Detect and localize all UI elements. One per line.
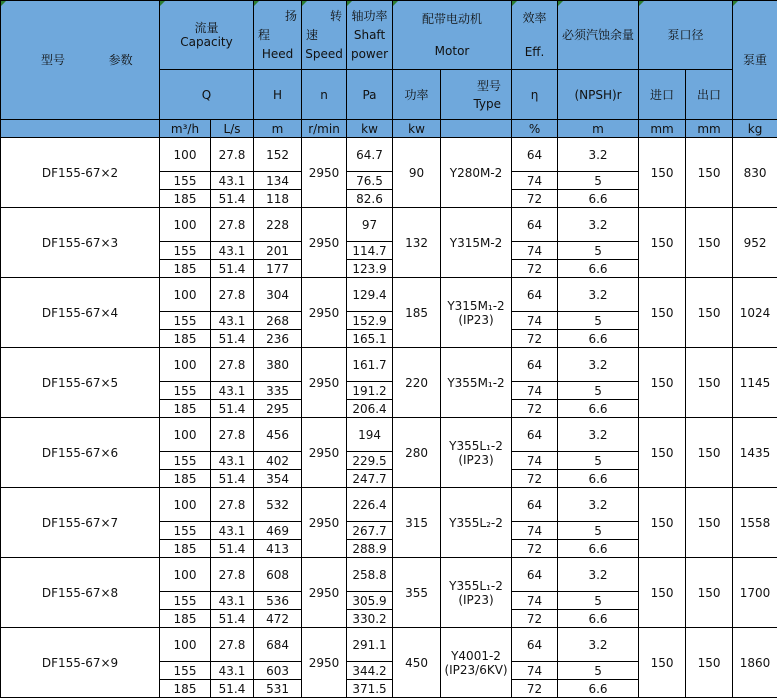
head-m: 380 [254, 348, 302, 382]
motor-kw: 220 [393, 348, 441, 418]
shaft-power: 152.9 [347, 312, 393, 330]
pump-model: DF155-67×2 [1, 138, 160, 208]
outlet-mm: 150 [686, 628, 733, 698]
npsh: 6.6 [558, 190, 639, 208]
head-m: 603 [254, 662, 302, 680]
flow-ls: 43.1 [211, 382, 254, 400]
npsh: 3.2 [558, 348, 639, 382]
flow-m3h: 100 [160, 558, 211, 592]
weight-header [733, 1, 777, 120]
outlet-label: 出口 [686, 70, 733, 120]
head-m: 152 [254, 138, 302, 172]
flow-m3h: 185 [160, 330, 211, 348]
pump-model: DF155-67×6 [1, 418, 160, 488]
head-m: 335 [254, 382, 302, 400]
flow-ls: 43.1 [211, 172, 254, 190]
motor-cn: 配带电动机 [393, 3, 511, 35]
head-m: 469 [254, 522, 302, 540]
npsh: 6.6 [558, 400, 639, 418]
weight-kg: 830 [733, 138, 777, 208]
table-row [1, 138, 777, 172]
pump-model: DF155-67×3 [1, 208, 160, 278]
shaft-power: 258.8 [347, 558, 393, 592]
efficiency: 64 [512, 628, 558, 662]
flow-en: Capacity [160, 35, 253, 49]
weight-kg: 1860 [733, 628, 777, 698]
flow-ls: 43.1 [211, 662, 254, 680]
unit-rmin: r/min [302, 120, 347, 138]
outlet-mm: 150 [686, 488, 733, 558]
flow-m3h: 100 [160, 488, 211, 522]
head-m: 402 [254, 452, 302, 470]
flow-m3h: 155 [160, 382, 211, 400]
port-cn: 泵口径 [668, 28, 704, 42]
table-row [1, 488, 777, 522]
flow-cn: 流量 [160, 21, 253, 35]
head-cn1: 扬 [254, 7, 301, 26]
shaft-cn: 轴功率 [347, 7, 392, 26]
npsh: 3.2 [558, 628, 639, 662]
efficiency: 72 [512, 470, 558, 488]
efficiency: 64 [512, 278, 558, 312]
efficiency: 64 [512, 488, 558, 522]
shaft-power: 305.9 [347, 592, 393, 610]
head-cn2: 程 [254, 26, 301, 45]
inlet-mm: 150 [639, 208, 686, 278]
inlet-mm: 150 [639, 418, 686, 488]
head-m: 304 [254, 278, 302, 312]
weight-kg: 1700 [733, 558, 777, 628]
shaft-power: 371.5 [347, 680, 393, 698]
inlet-mm: 150 [639, 488, 686, 558]
outlet-mm: 150 [686, 348, 733, 418]
inlet-mm: 150 [639, 348, 686, 418]
motor-kw: 185 [393, 278, 441, 348]
efficiency: 72 [512, 190, 558, 208]
head-m: 531 [254, 680, 302, 698]
npsh: 6.6 [558, 540, 639, 558]
shaft-power: 344.2 [347, 662, 393, 680]
motor-type: Y315M₁-2 (IP23) [441, 278, 512, 348]
shaft-power: 267.7 [347, 522, 393, 540]
flow-ls: 27.8 [211, 488, 254, 522]
flow-ls: 51.4 [211, 680, 254, 698]
speed: 2950 [302, 138, 347, 208]
motor-type: Y355L₂-2 [441, 488, 512, 558]
flow-m3h: 185 [160, 680, 211, 698]
efficiency: 64 [512, 418, 558, 452]
unit-ls: L/s [211, 120, 254, 138]
unit-kw2: kw [393, 120, 441, 138]
npsh: 5 [558, 592, 639, 610]
npsh: 5 [558, 242, 639, 260]
model-param-header [1, 1, 160, 120]
efficiency: 74 [512, 592, 558, 610]
npsh: 6.6 [558, 610, 639, 628]
port-header [639, 1, 733, 70]
unit-pct: % [512, 120, 558, 138]
flow-header [160, 1, 254, 70]
sym-h: H [254, 70, 302, 120]
npsh-cn: 必须汽蚀余量 [562, 28, 634, 42]
flow-m3h: 155 [160, 452, 211, 470]
unit-blank [1, 120, 160, 138]
efficiency: 72 [512, 260, 558, 278]
speed-en: Speed [302, 45, 346, 64]
npsh: 5 [558, 452, 639, 470]
unit-mm2: mm [686, 120, 733, 138]
flow-m3h: 100 [160, 208, 211, 242]
unit-m: m [254, 120, 302, 138]
efficiency: 64 [512, 208, 558, 242]
motor-kw: 450 [393, 628, 441, 698]
head-header [254, 1, 302, 70]
flow-m3h: 155 [160, 592, 211, 610]
head-m: 118 [254, 190, 302, 208]
flow-ls: 51.4 [211, 610, 254, 628]
param-label: 参数 [109, 53, 133, 67]
shaft-power: 161.7 [347, 348, 393, 382]
shaft-power: 194 [347, 418, 393, 452]
npsh: 5 [558, 382, 639, 400]
flow-ls: 51.4 [211, 400, 254, 418]
inlet-mm: 150 [639, 278, 686, 348]
flow-m3h: 100 [160, 278, 211, 312]
outlet-mm: 150 [686, 208, 733, 278]
inlet-mm: 150 [639, 558, 686, 628]
head-m: 472 [254, 610, 302, 628]
table-row [1, 278, 777, 312]
efficiency: 72 [512, 330, 558, 348]
npsh: 5 [558, 522, 639, 540]
npsh: 3.2 [558, 278, 639, 312]
flow-ls: 43.1 [211, 522, 254, 540]
flow-ls: 51.4 [211, 260, 254, 278]
flow-m3h: 100 [160, 628, 211, 662]
unit-mm1: mm [639, 120, 686, 138]
eff-en: Eff. [512, 35, 557, 69]
shaft-en2: power [347, 45, 392, 64]
shaft-power: 288.9 [347, 540, 393, 558]
shaft-header [347, 1, 393, 70]
table-row [1, 208, 777, 242]
motor-type: Y4001-2 (IP23/6KV) [441, 628, 512, 698]
speed: 2950 [302, 208, 347, 278]
speed: 2950 [302, 558, 347, 628]
speed: 2950 [302, 278, 347, 348]
efficiency: 64 [512, 348, 558, 382]
motor-type-cn: 型号 [441, 77, 501, 95]
motor-type-label [441, 70, 512, 120]
head-m: 536 [254, 592, 302, 610]
npsh: 5 [558, 662, 639, 680]
flow-ls: 43.1 [211, 592, 254, 610]
flow-ls: 43.1 [211, 312, 254, 330]
sym-n: n [302, 70, 347, 120]
inlet-label: 进口 [639, 70, 686, 120]
flow-m3h: 185 [160, 400, 211, 418]
efficiency: 64 [512, 138, 558, 172]
weight-kg: 1024 [733, 278, 777, 348]
efficiency: 74 [512, 382, 558, 400]
motor-type-en: Type [441, 95, 501, 113]
head-m: 295 [254, 400, 302, 418]
table-row [1, 418, 777, 452]
shaft-power: 114.7 [347, 242, 393, 260]
npsh: 6.6 [558, 680, 639, 698]
motor-en: Motor [393, 35, 511, 67]
outlet-mm: 150 [686, 558, 733, 628]
head-m: 608 [254, 558, 302, 592]
flow-ls: 51.4 [211, 190, 254, 208]
flow-ls: 27.8 [211, 138, 254, 172]
npsh: 3.2 [558, 418, 639, 452]
flow-ls: 43.1 [211, 242, 254, 260]
head-m: 354 [254, 470, 302, 488]
pump-model: DF155-67×7 [1, 488, 160, 558]
pump-model: DF155-67×9 [1, 628, 160, 698]
weight-kg: 1435 [733, 418, 777, 488]
unit-kw: kw [347, 120, 393, 138]
head-m: 413 [254, 540, 302, 558]
shaft-power: 191.2 [347, 382, 393, 400]
efficiency: 72 [512, 610, 558, 628]
motor-type: Y355L₁-2 (IP23) [441, 418, 512, 488]
flow-m3h: 185 [160, 540, 211, 558]
efficiency: 74 [512, 172, 558, 190]
weight-kg: 1558 [733, 488, 777, 558]
flow-m3h: 155 [160, 662, 211, 680]
motor-power-label: 功率 [393, 70, 441, 120]
motor-type: Y355L₁-2 (IP23) [441, 558, 512, 628]
speed-header [302, 1, 347, 70]
shaft-power: 82.6 [347, 190, 393, 208]
flow-m3h: 155 [160, 242, 211, 260]
unit-m3h: m³/h [160, 120, 211, 138]
sym-pa: Pa [347, 70, 393, 120]
eff-cn: 效率 [512, 1, 557, 35]
head-m: 532 [254, 488, 302, 522]
head-m: 201 [254, 242, 302, 260]
flow-m3h: 155 [160, 522, 211, 540]
head-m: 236 [254, 330, 302, 348]
model-label: 型号 [41, 53, 65, 67]
speed-cn1: 转 [302, 7, 346, 26]
flow-ls: 43.1 [211, 452, 254, 470]
efficiency: 74 [512, 242, 558, 260]
motor-type: Y355M₁-2 [441, 348, 512, 418]
head-m: 268 [254, 312, 302, 330]
weight-cn: 泵重 [743, 53, 767, 67]
efficiency: 72 [512, 400, 558, 418]
speed: 2950 [302, 488, 347, 558]
speed: 2950 [302, 628, 347, 698]
inlet-mm: 150 [639, 628, 686, 698]
motor-kw: 315 [393, 488, 441, 558]
flow-m3h: 185 [160, 260, 211, 278]
flow-m3h: 100 [160, 348, 211, 382]
eff-header [512, 1, 558, 70]
weight-kg: 1145 [733, 348, 777, 418]
flow-ls: 27.8 [211, 348, 254, 382]
efficiency: 64 [512, 558, 558, 592]
efficiency: 72 [512, 540, 558, 558]
unit-motor-blank [441, 120, 512, 138]
pump-model: DF155-67×4 [1, 278, 160, 348]
efficiency: 74 [512, 312, 558, 330]
shaft-power: 129.4 [347, 278, 393, 312]
outlet-mm: 150 [686, 418, 733, 488]
efficiency: 74 [512, 662, 558, 680]
sym-npsh: (NPSH)r [558, 70, 639, 120]
npsh: 3.2 [558, 138, 639, 172]
motor-type: Y315M-2 [441, 208, 512, 278]
flow-m3h: 155 [160, 172, 211, 190]
flow-m3h: 100 [160, 418, 211, 452]
efficiency: 74 [512, 522, 558, 540]
shaft-power: 247.7 [347, 470, 393, 488]
flow-ls: 27.8 [211, 418, 254, 452]
npsh: 5 [558, 172, 639, 190]
efficiency: 74 [512, 452, 558, 470]
shaft-power: 206.4 [347, 400, 393, 418]
speed: 2950 [302, 418, 347, 488]
unit-kg: kg [733, 120, 777, 138]
flow-ls: 51.4 [211, 540, 254, 558]
motor-kw: 280 [393, 418, 441, 488]
flow-ls: 51.4 [211, 330, 254, 348]
pump-model: DF155-67×8 [1, 558, 160, 628]
flow-m3h: 155 [160, 312, 211, 330]
speed: 2950 [302, 348, 347, 418]
speed-cn2: 速 [302, 26, 346, 45]
shaft-power: 330.2 [347, 610, 393, 628]
shaft-power: 226.4 [347, 488, 393, 522]
sym-q: Q [160, 70, 254, 120]
flow-ls: 27.8 [211, 558, 254, 592]
npsh: 3.2 [558, 488, 639, 522]
npsh: 3.2 [558, 558, 639, 592]
motor-kw: 132 [393, 208, 441, 278]
flow-m3h: 185 [160, 470, 211, 488]
unit-m2: m [558, 120, 639, 138]
motor-header [393, 1, 512, 70]
npsh-header [558, 1, 639, 70]
flow-m3h: 185 [160, 610, 211, 628]
shaft-power: 229.5 [347, 452, 393, 470]
flow-m3h: 185 [160, 190, 211, 208]
table-row [1, 348, 777, 382]
shaft-power: 64.7 [347, 138, 393, 172]
npsh: 5 [558, 312, 639, 330]
inlet-mm: 150 [639, 138, 686, 208]
motor-kw: 90 [393, 138, 441, 208]
npsh: 6.6 [558, 470, 639, 488]
sym-eta: η [512, 70, 558, 120]
flow-ls: 51.4 [211, 470, 254, 488]
efficiency: 72 [512, 680, 558, 698]
shaft-power: 97 [347, 208, 393, 242]
shaft-power: 123.9 [347, 260, 393, 278]
weight-kg: 952 [733, 208, 777, 278]
shaft-en1: Shaft [347, 26, 392, 45]
npsh: 6.6 [558, 330, 639, 348]
shaft-power: 291.1 [347, 628, 393, 662]
head-m: 684 [254, 628, 302, 662]
shaft-power: 165.1 [347, 330, 393, 348]
flow-ls: 27.8 [211, 278, 254, 312]
head-m: 228 [254, 208, 302, 242]
head-m: 456 [254, 418, 302, 452]
outlet-mm: 150 [686, 278, 733, 348]
head-en: Heed [254, 45, 301, 64]
npsh: 3.2 [558, 208, 639, 242]
flow-m3h: 100 [160, 138, 211, 172]
shaft-power: 76.5 [347, 172, 393, 190]
pump-model: DF155-67×5 [1, 348, 160, 418]
head-m: 134 [254, 172, 302, 190]
table-row [1, 558, 777, 592]
motor-type: Y280M-2 [441, 138, 512, 208]
flow-ls: 27.8 [211, 208, 254, 242]
table-row [1, 628, 777, 662]
outlet-mm: 150 [686, 138, 733, 208]
flow-ls: 27.8 [211, 628, 254, 662]
motor-kw: 355 [393, 558, 441, 628]
head-m: 177 [254, 260, 302, 278]
npsh: 6.6 [558, 260, 639, 278]
